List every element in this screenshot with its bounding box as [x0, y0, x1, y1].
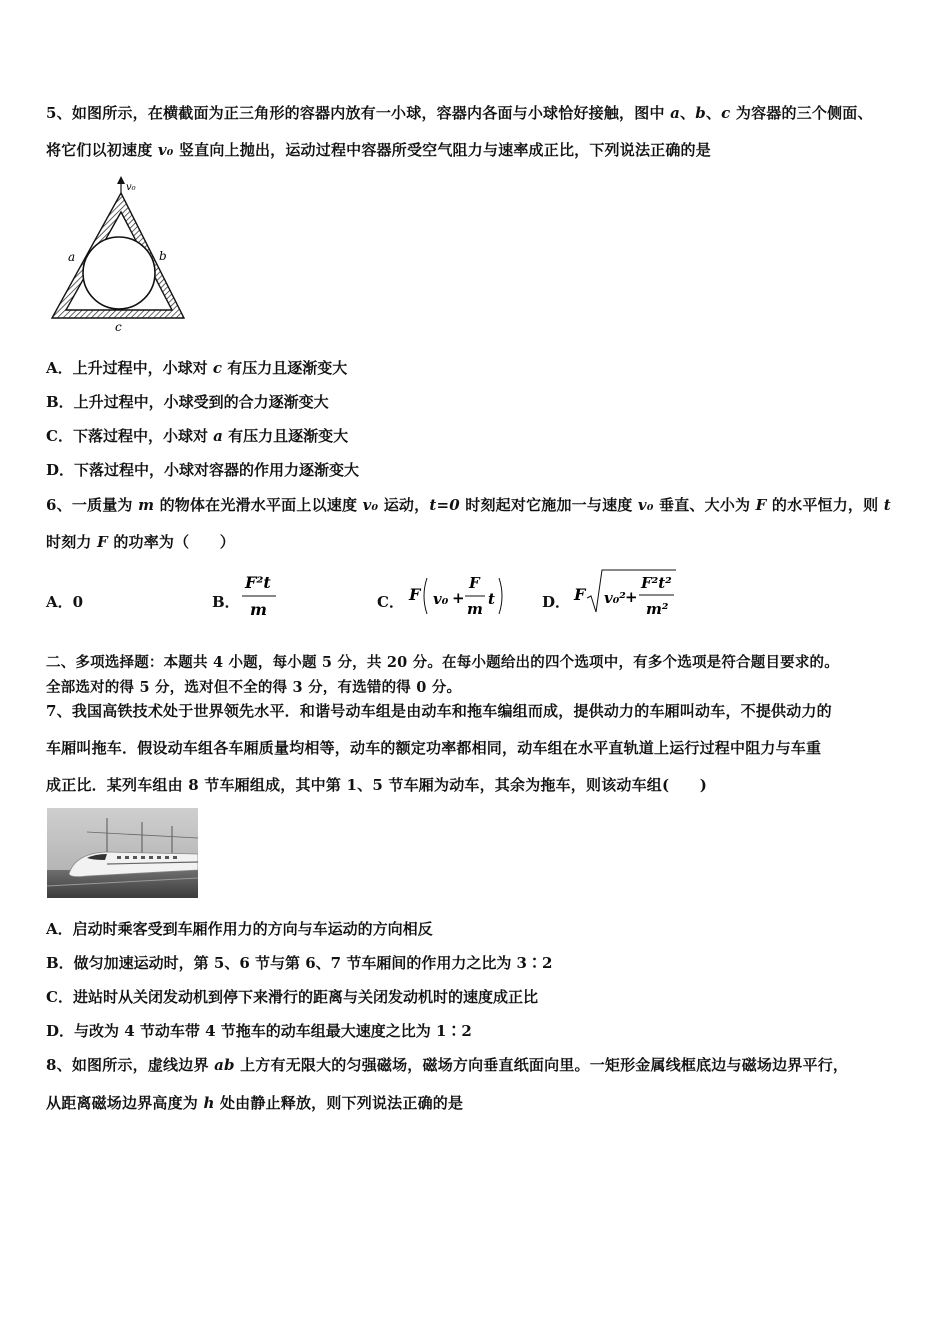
section2-line-2: 全部选对的得 5 分，选对但不全的得 3 分，有选错的得 0 分。	[46, 679, 462, 696]
q6-option-b-label: B．	[212, 593, 240, 611]
q8-text: 上方有无限大的匀强磁场，磁场方向垂直纸面向里。一矩形金属线框底边与磁场边界平行，	[234, 1056, 849, 1074]
q5-option-text: A．上升过程中，小球对	[46, 359, 213, 377]
q6-option-c-plus: +	[452, 589, 465, 607]
q6-option-d-plus: +	[625, 588, 638, 606]
q6-var-v0: v₀	[362, 496, 379, 514]
q6-text: 的水平恒力，则	[766, 496, 884, 514]
q5-text: 5、如图所示，在横截面为正三角形的容器内放有一小球，容器内各面与小球恰好接触，图中	[46, 104, 671, 122]
q5-option-text: C．下落过程中，小球对	[46, 427, 214, 445]
q5-text: 为容器的三个侧面、	[730, 104, 873, 122]
q6-var-t: t	[883, 496, 891, 514]
q5-option-text: 有压力且逐渐变大	[222, 427, 349, 445]
q5-var-b: b	[695, 104, 706, 122]
q5-var-a: a	[670, 104, 680, 122]
q5-sep: 、	[705, 104, 722, 122]
q6-option-c-denominator: m	[467, 600, 483, 618]
q6-option-c-label: C．	[377, 593, 404, 611]
q6-var-f: F	[755, 496, 767, 514]
q6-option-d-numerator: F²t²	[641, 574, 672, 592]
q8-line-2	[46, 1092, 463, 1113]
q5-var-c: c	[721, 104, 731, 122]
q7-line-3: 成正比．某列车组由 8 节车厢组成，其中第 1、5 节车厢为动车，其余为拖车，则该动车组( )	[46, 776, 707, 794]
q6-option-c-t: t	[488, 590, 495, 608]
q7-line-1: 7、我国高铁技术处于世界领先水平．和谐号动车组是由动车和拖车编组而成，提供动力的车厢叫动车，不提供动力的	[46, 702, 832, 720]
q7-train-photo	[47, 808, 198, 898]
q6-option-d-label: D．	[542, 593, 571, 611]
q6-line-2	[46, 531, 235, 552]
q5-option-var: c	[212, 359, 223, 377]
q6-var-m: m	[138, 496, 155, 514]
q7-option-a: A．启动时乘客受到车厢作用力的方向与车运动的方向相反	[46, 920, 433, 938]
q6-option-c-formula	[407, 568, 517, 624]
q7-option-d: D．与改为 4 节动车带 4 节拖车的动车组最大速度之比为 1∶2	[46, 1022, 472, 1040]
q5-line-2	[46, 139, 711, 160]
q6-option-d-f: F	[574, 585, 586, 604]
q5-triangle-figure	[46, 176, 206, 334]
q6-text: 时刻起对它施加一与速度	[459, 496, 638, 514]
q6-option-c-numerator: F	[469, 574, 480, 592]
q5-sep: 、	[680, 104, 696, 122]
q6-text: 6、一质量为	[46, 496, 139, 514]
section2-line-1: 二、多项选择题：本题共 4 小题，每小题 5 分，共 20 分。在每小题给出的四个选项中，有多个选项是符合题目要求的。	[46, 654, 839, 671]
q6-text: 的功率为（ ）	[107, 533, 235, 551]
q6-var-t0: t=0	[429, 496, 460, 514]
q6-text: 运动，	[378, 496, 430, 514]
q5-v0: v₀	[157, 141, 174, 159]
q6-option-c-v0: v₀	[433, 590, 449, 608]
q6-option-b-denominator: m	[250, 600, 267, 619]
q5-fig-label-b: b	[159, 249, 167, 263]
q5-option-c	[46, 425, 348, 446]
q6-var-f: F	[97, 533, 108, 551]
q5-text: 竖直向上抛出，运动过程中容器所受空气阻力与速率成正比，下列说法正确的是	[173, 141, 711, 159]
q8-var-ab: ab	[214, 1056, 235, 1074]
q7-option-c: C．进站时从关闭发动机到停下来滑行的距离与关闭发动机时的速度成正比	[46, 988, 538, 1006]
q6-text: 时刻力	[46, 533, 98, 551]
q6-option-c-f: F	[409, 585, 421, 604]
q5-option-a	[46, 357, 347, 378]
q5-option-text: 有压力且逐渐变大	[222, 359, 348, 377]
q5-text: 将它们以初速度	[46, 141, 158, 159]
q6-option-b-formula	[240, 568, 290, 624]
q7-line-2: 车厢叫拖车．假设动车组各车厢质量均相等，动车的额定功率都相同，动车组在水平直轨道上运行过程中阻力与车重	[46, 739, 822, 757]
q6-text: 的物体在光滑水平面上以速度	[154, 496, 363, 514]
q6-option-d-formula	[572, 566, 692, 626]
q6-option-b-numerator: F²t	[245, 573, 271, 592]
q5-option-var: a	[213, 427, 223, 445]
q5-fig-label-a: a	[68, 250, 76, 264]
q5-option-b: B．上升过程中，小球受到的合力逐渐变大	[46, 393, 329, 411]
q6-var-v0: v₀	[637, 496, 654, 514]
q6-line-1	[46, 494, 891, 515]
q8-text: 处由静止释放，则下列说法正确的是	[214, 1094, 464, 1112]
q5-fig-label-v0: v₀	[126, 182, 136, 193]
q6-option-a-label: A．0	[46, 593, 84, 611]
q8-line-1	[46, 1054, 848, 1075]
q7-option-b: B．做匀加速运动时，第 5、6 节与第 6、7 节车厢间的作用力之比为 3∶2	[46, 954, 553, 972]
q5-line-1	[46, 102, 873, 123]
q8-text: 从距离磁场边界高度为	[46, 1094, 204, 1112]
q8-var-h: h	[203, 1094, 215, 1112]
q5-fig-label-c: c	[115, 320, 122, 334]
q6-option-d-v0sq: v₀²	[604, 589, 626, 607]
q6-text: 垂直、大小为	[653, 496, 756, 514]
q6-option-d-denominator: m²	[646, 600, 669, 618]
q8-text: 8、如图所示，虚线边界	[46, 1056, 215, 1074]
q5-option-d: D．下落过程中，小球对容器的作用力逐渐变大	[46, 461, 360, 479]
